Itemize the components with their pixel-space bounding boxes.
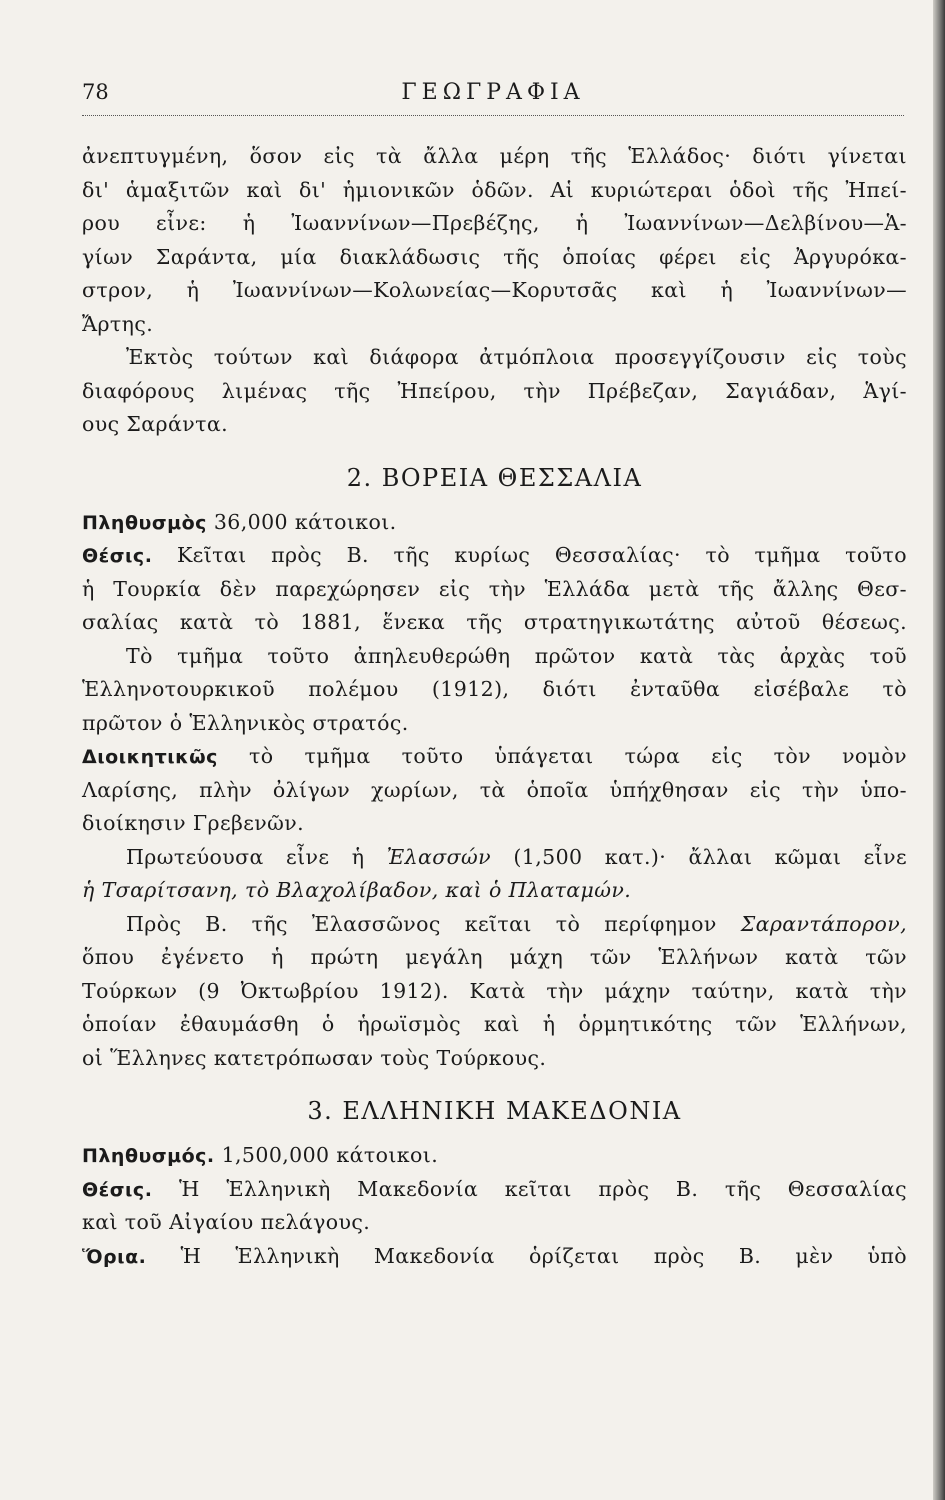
- page-binding-edge: [933, 0, 945, 1500]
- text-line: πρῶτον ὁ Ἑλληνικὸς στρατός.: [82, 710, 409, 735]
- position-label: Θέσις.: [82, 545, 153, 567]
- battle-place: Σαραντάπορον,: [740, 911, 907, 936]
- text-line: ὅπου ἐγένετο ἡ πρώτη μεγάλη μάχη τῶν Ἑλλήνων κατὰ τῶν: [82, 945, 907, 969]
- population-line: [82, 1139, 907, 1173]
- text-line: Ἑλληνοτουρκικοῦ πολέμου (1912), διότι ἐνταῦθα εἰσέβαλε τὸ: [82, 677, 907, 701]
- admin-line: [82, 740, 907, 774]
- capital-start: Πρωτεύουσα εἶνε ἡ: [126, 844, 387, 869]
- borders-label: Ὅρια.: [82, 1245, 147, 1268]
- text-line: ὁποίαν ἐθαυμάσθη ὁ ἡρωϊσμὸς καὶ ἡ ὁρμητικότης τῶν Ἑλλήνων,: [82, 1012, 907, 1036]
- running-title: ΓΕΩΓΡΑΦΙΑ: [401, 80, 585, 105]
- text-line: δι' ἁμαξιτῶν καὶ δι' ἡμιονικῶν ὁδῶν. Αἱ κυριώτεραι ὁδοὶ τῆς Ἠπεί-: [82, 177, 907, 202]
- population-line: [82, 506, 907, 540]
- section-heading-macedonia: 3. ΕΛΛΗΝΙΚΗ ΜΑΚΕΔΟΝΙΑ: [307, 1097, 682, 1125]
- text-line: Τὸ τμῆμα τοῦτο ἀπηλευθερώθη πρῶτον κατὰ τὰς ἀρχὰς τοῦ: [126, 643, 907, 668]
- text-line: γίων Σαράντα, μία διακλάδωσις τῆς ὁποίας φέρει εἰς Ἀργυρόκα-: [82, 244, 907, 269]
- section-heading-north-thessaly: 2. ΒΟΡΕΙΑ ΘΕΣΣΑΛΙΑ: [346, 463, 643, 492]
- body-text: [82, 140, 907, 1273]
- text-line: οἱ Ἕλληνες κατετρόπωσαν τοὺς Τούρκους.: [82, 1045, 547, 1070]
- page-header: [82, 74, 904, 114]
- text-line: στρον, ἡ Ἰωαννίνων—Κολωνείας—Κορυτσᾶς καὶ ἡ Ἰωαννίνων—: [82, 278, 907, 302]
- borders-line: [82, 1240, 907, 1274]
- text-line: ους Σαράντα.: [82, 412, 228, 436]
- text-line: διαφόρους λιμένας τῆς Ἠπείρου, τὴν Πρέβεζαν, Σαγιάδαν, Ἁγί-: [82, 378, 907, 403]
- text-line: ἀνεπτυγμένη, ὅσον εἰς τὰ ἄλλα μέρη τῆς Ἑλλάδος· διότι γίνεται: [82, 144, 907, 168]
- header-rule: [82, 115, 904, 116]
- borders-text: Ἡ Ἑλληνικὴ Μακεδονία ὁρίζεται πρὸς Β. μὲν ὑπὸ: [146, 1243, 907, 1268]
- position-line: [82, 1173, 907, 1207]
- text-line: Ἄρτης.: [82, 311, 154, 336]
- position-text: Κεῖται πρὸς Β. τῆς κυρίως Θεσσαλίας· τὸ τμῆμα τοῦτο: [152, 543, 907, 567]
- population-label: Πληθυσμός.: [82, 1145, 215, 1167]
- text-line: σαλίας κατὰ τὸ 1881, ἕνεκα τῆς στρατηγικωτάτης αὐτοῦ θέσεως.: [82, 610, 907, 634]
- text-line: καὶ τοῦ Αἰγαίου πελάγους.: [82, 1210, 371, 1234]
- page-number: 78: [82, 80, 109, 104]
- text-line: διοίκησιν Γρεβενῶν.: [82, 811, 304, 835]
- text-line: Ἐκτὸς τούτων καὶ διάφορα ἀτμόπλοια προσεγγίζουσιν εἰς τοὺς: [126, 345, 907, 369]
- population-value: 1,500,000 κάτοικοι.: [214, 1143, 439, 1167]
- villages-line: ἡ Τσαρίτσανη, τὸ Βλαχολίβαδον, καὶ ὁ Πλαταμών.: [82, 878, 632, 902]
- position-text: Ἡ Ἑλληνικὴ Μακεδονία κεῖται πρὸς Β. τῆς Θεσσαλίας: [152, 1176, 907, 1201]
- population-label: Πληθυσμὸς: [82, 511, 207, 534]
- population-value: 36,000 κάτοικοι.: [206, 509, 397, 534]
- admin-text: τὸ τμῆμα τοῦτο ὑπάγεται τώρα εἰς τὸν νομὸν: [217, 744, 907, 768]
- text-line: Λαρίσης, πλὴν ὀλίγων χωρίων, τὰ ὁποῖα ὑπήχθησαν εἰς τὴν ὑπο-: [82, 777, 907, 802]
- capital-line: [82, 841, 907, 875]
- position-line: [82, 539, 907, 573]
- text-line: ρου εἶνε: ἡ Ἰωαννίνων—Πρεβέζης, ἡ Ἰωαννίνων—Δελβίνου—Ἁ-: [82, 211, 907, 235]
- capital-rest: (1,500 κατ.)· ἄλλαι κῶμαι εἶνε: [491, 844, 907, 869]
- text-line: Τούρκων (9 Ὀκτωβρίου 1912). Κατὰ τὴν μάχην ταύτην, κατὰ τὴν: [82, 978, 907, 1003]
- position-label: Θέσις.: [82, 1178, 153, 1201]
- text-line: ἡ Τουρκία δὲν παρεχώρησεν εἰς τὴν Ἑλλάδα μετὰ τῆς ἄλλης Θεσ-: [82, 576, 907, 601]
- capital-name: Ἐλασσών: [386, 844, 492, 869]
- admin-label: Διοικητικῶς: [82, 746, 218, 768]
- battle-line: [82, 908, 907, 942]
- battle-start: Πρὸς Β. τῆς Ἐλασσῶνος κεῖται τὸ περίφημον: [126, 911, 741, 936]
